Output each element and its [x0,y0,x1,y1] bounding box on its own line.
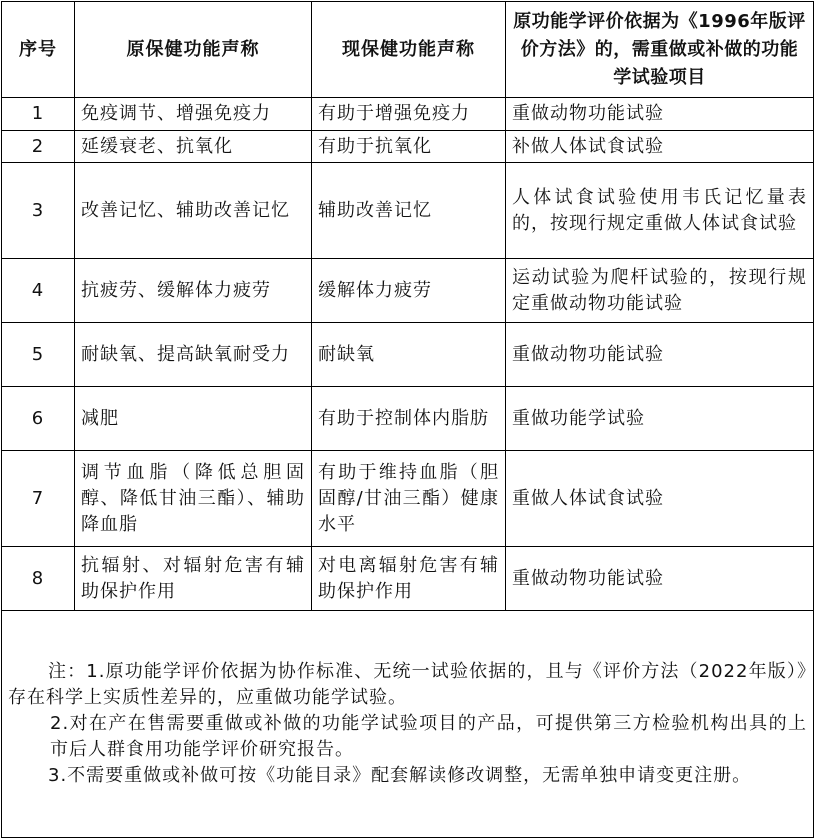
row-required-tests: 人体试食试验使用韦氏记忆量表的，按现行规定重做人体试食试验 [506,163,814,259]
row-original-claim: 调节血脂（降低总胆固醇、降低甘油三酯）、辅助降血脂 [75,451,312,547]
table-row [2,259,814,323]
row-required-tests: 重做动物功能试验 [506,547,814,611]
note-3: 3.不需要重做或补做可按《功能目录》配套解读修改调整，无需单独申请变更注册。 [48,765,752,786]
header-index: 序号 [2,2,75,98]
row-original-claim: 免疫调节、增强免疫力 [75,98,312,131]
row-index: 8 [2,547,75,611]
table-row [2,451,814,547]
row-original-claim: 耐缺氧、提高缺氧耐受力 [75,323,312,387]
table-row [2,547,814,611]
row-original-claim: 减肥 [75,387,312,451]
note-1: 注：1.原功能学评价依据为协作标准、无统一试验依据的，且与《评价方法（2022年版）》存在科学上实质性差异的，应重做功能学试验。 [8,661,807,708]
row-current-claim: 辅助改善记忆 [312,163,506,259]
row-current-claim: 有助于抗氧化 [312,131,506,163]
row-original-claim: 改善记忆、辅助改善记忆 [75,163,312,259]
header-original-claim: 原保健功能声称 [75,2,312,98]
row-required-tests: 重做功能学试验 [506,387,814,451]
table-row [2,98,814,131]
table-row [2,131,814,163]
table-row [2,323,814,387]
row-current-claim: 有助于增强免疫力 [312,98,506,131]
row-original-claim: 延缓衰老、抗氧化 [75,131,312,163]
row-required-tests: 运动试验为爬杆试验的，按现行规定重做动物功能试验 [506,259,814,323]
row-required-tests: 补做人体试食试验 [506,131,814,163]
row-current-claim: 有助于控制体内脂肪 [312,387,506,451]
row-index: 3 [2,163,75,259]
row-required-tests: 重做动物功能试验 [506,98,814,131]
row-index: 5 [2,323,75,387]
notes-row [2,611,814,838]
note-2: 2.对在产在售需要重做或补做的功能学试验项目的产品，可提供第三方检验机构出具的上市后人群食用功能学评价研究报告。 [50,713,807,760]
row-original-claim: 抗疲劳、缓解体力疲劳 [75,259,312,323]
header-current-claim: 现保健功能声称 [312,2,506,98]
row-index: 7 [2,451,75,547]
notes-cell [2,611,814,838]
row-index: 6 [2,387,75,451]
table-row [2,387,814,451]
health-function-claims-table [1,1,814,838]
table-row [2,163,814,259]
row-original-claim: 抗辐射、对辐射危害有辅助保护作用 [75,547,312,611]
row-current-claim: 有助于维持血脂（胆固醇/甘油三酯）健康水平 [312,451,506,547]
row-index: 4 [2,259,75,323]
row-current-claim: 耐缺氧 [312,323,506,387]
table-header-row [2,2,814,98]
header-required-tests: 原功能学评价依据为《1996年版评价方法》的，需重做或补做的功能学试验项目 [506,2,814,98]
row-index: 2 [2,131,75,163]
row-current-claim: 缓解体力疲劳 [312,259,506,323]
row-required-tests: 重做人体试食试验 [506,451,814,547]
row-required-tests: 重做动物功能试验 [506,323,814,387]
row-current-claim: 对电离辐射危害有辅助保护作用 [312,547,506,611]
row-index: 1 [2,98,75,131]
